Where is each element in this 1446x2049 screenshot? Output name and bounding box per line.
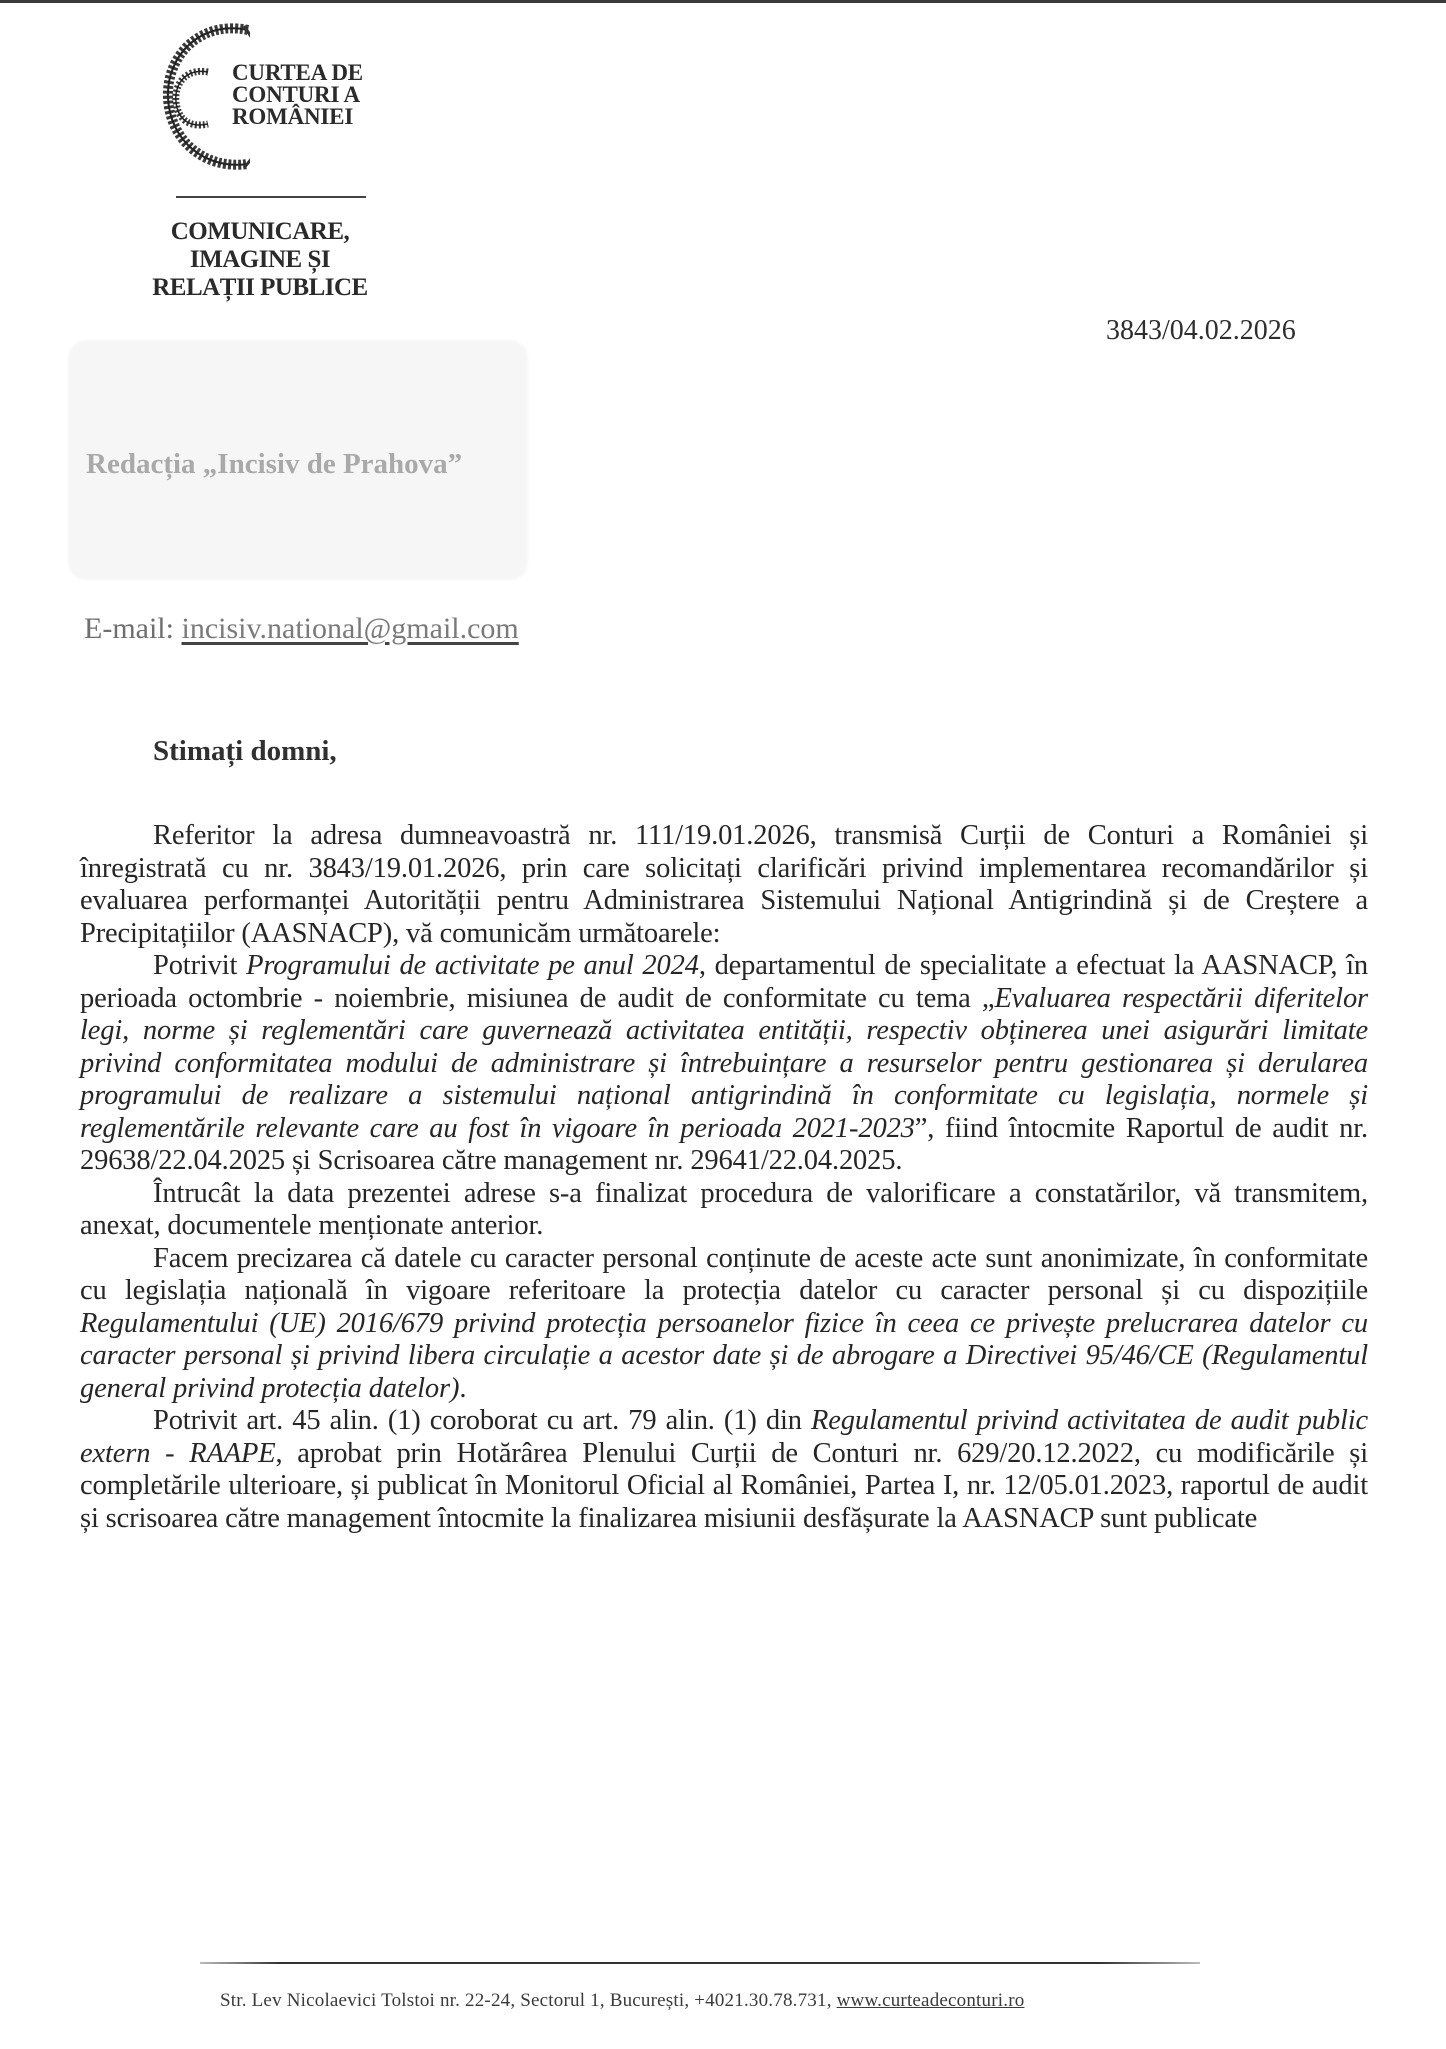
salutation: Stimați domni,: [153, 735, 337, 767]
paragraph-4-text: .: [459, 1372, 467, 1404]
paragraph-2-program-title: Programului de activitate pe anul 2024: [246, 950, 699, 981]
paragraph-2-audit-theme: Evaluarea respectării diferitelor legi, norme și reglementări care guvernează activitatea entității, respectiv obținerea unei asigurări limitate privind conformitatea modului de administrare și întrebuințare a resurselor pentru gestionarea și derularea programului de realizare a sistemului național antigrindină în conformitate cu legislația, normele și reglementările relevante care au fost în vigoare în perioada 2021-2023: [80, 982, 1368, 1144]
paragraph-4: [80, 1243, 1368, 1406]
footer-website-link[interactable]: www.curteadeconturi.ro: [836, 1990, 1025, 2011]
logo-divider: [176, 196, 366, 198]
paragraph-3: Întrucât la data prezentei adrese s-a finalizat procedura de valorificare a constatărilor, vă transmitem, anexat, documentele menționate anterior.: [80, 1177, 1368, 1241]
paragraph-2-text: ”, fiind întocmite Raportul de audit nr. 29638/22.04.2025 și Scrisoarea către management nr. 29641/22.04.2025.: [80, 1112, 1368, 1176]
paragraph-1: Referitor la adresa dumneavoastră nr. 111/19.01.2026, transmisă Curții de Conturi a României și înregistrată cu nr. 3843/19.01.2026, prin care solicitați clarificări privind implementarea recomandărilor și evaluarea performanței Autorității pentru Administrarea Sistemului Național Antigrindină și de Creștere a Precipitațiilor (AASNACP), vă comunicăm următoarele:: [80, 820, 1368, 949]
email-label: E-mail:: [84, 612, 182, 645]
letter-body: [80, 820, 1368, 1535]
department-line3: RELAȚII PUBLICE: [152, 274, 368, 301]
registration-number: 3843/04.02.2026: [1106, 315, 1296, 346]
page-top-edge: [0, 0, 1446, 3]
institution-name-line2: CONTURI A: [232, 82, 360, 107]
paragraph-2-text: , departamentul de specialitate a efectuat la AASNACP, în perioada octombrie - noiembrie, misiunea de audit de conformitate cu tema „: [80, 950, 1368, 1014]
email-link[interactable]: incisiv.national@gmail.com: [181, 612, 519, 645]
recipient-name: Redacția „Incisiv de Prahova”: [86, 448, 463, 480]
footer-contact: [220, 1990, 1024, 2012]
institution-logo: [160, 16, 400, 176]
institution-name-line3: ROMÂNIEI: [232, 104, 354, 129]
paragraph-5-text: Potrivit art. 45 alin. (1) coroborat cu art. 79 alin. (1) din: [153, 1405, 812, 1436]
institution-name: [232, 62, 363, 128]
department-name: [150, 218, 370, 302]
paragraph-4-text: Facem precizarea că datele cu caracter personal conținute de aceste acte sunt anonimizate, în conformitate cu legislația națională în vigoare referitoare la protecția datelor cu caracter personal și cu dispozițiile: [80, 1242, 1368, 1306]
footer-address: Str. Lev Nicolaevici Tolstoi nr. 22-24, Sectorul 1, București, +4021.30.78.731,: [220, 1990, 837, 2011]
institution-name-line1: CURTEA DE: [232, 60, 363, 85]
paragraph-4-regulation-title: Regulamentului (UE) 2016/679 privind protecția persoanelor fizice în ceea ce privește prelucrarea datelor cu caracter personal și privind libera circulație a acestor date și de abrogare a Directivei 95/46/CE (Regulamentul general privind protecția datelor): [80, 1307, 1368, 1404]
paragraph-5-regulation-title: Regulamentul privind activitatea de audit public extern - RAAPE: [80, 1405, 1368, 1469]
department-line1: COMUNICARE,: [170, 218, 350, 245]
paragraph-2-text: Potrivit: [153, 950, 247, 981]
department-line2: IMAGINE ȘI: [189, 246, 331, 273]
recipient-email-line: [84, 612, 519, 646]
footer-divider: [200, 1962, 1200, 1964]
paragraph-5-text: , aprobat prin Hotărârea Plenului Curții de Conturi nr. 629/20.12.2022, cu modificările și completările ulterioare, și publicat în Monitorul Oficial al României, Partea I, nr. 12/05.01.2023, raportul de audit și scrisoarea către management întocmite la finalizarea misiunii desfășurate la AASNACP sunt publicate: [80, 1437, 1368, 1534]
paragraph-5: [80, 1405, 1368, 1535]
paragraph-2: [80, 950, 1368, 1178]
